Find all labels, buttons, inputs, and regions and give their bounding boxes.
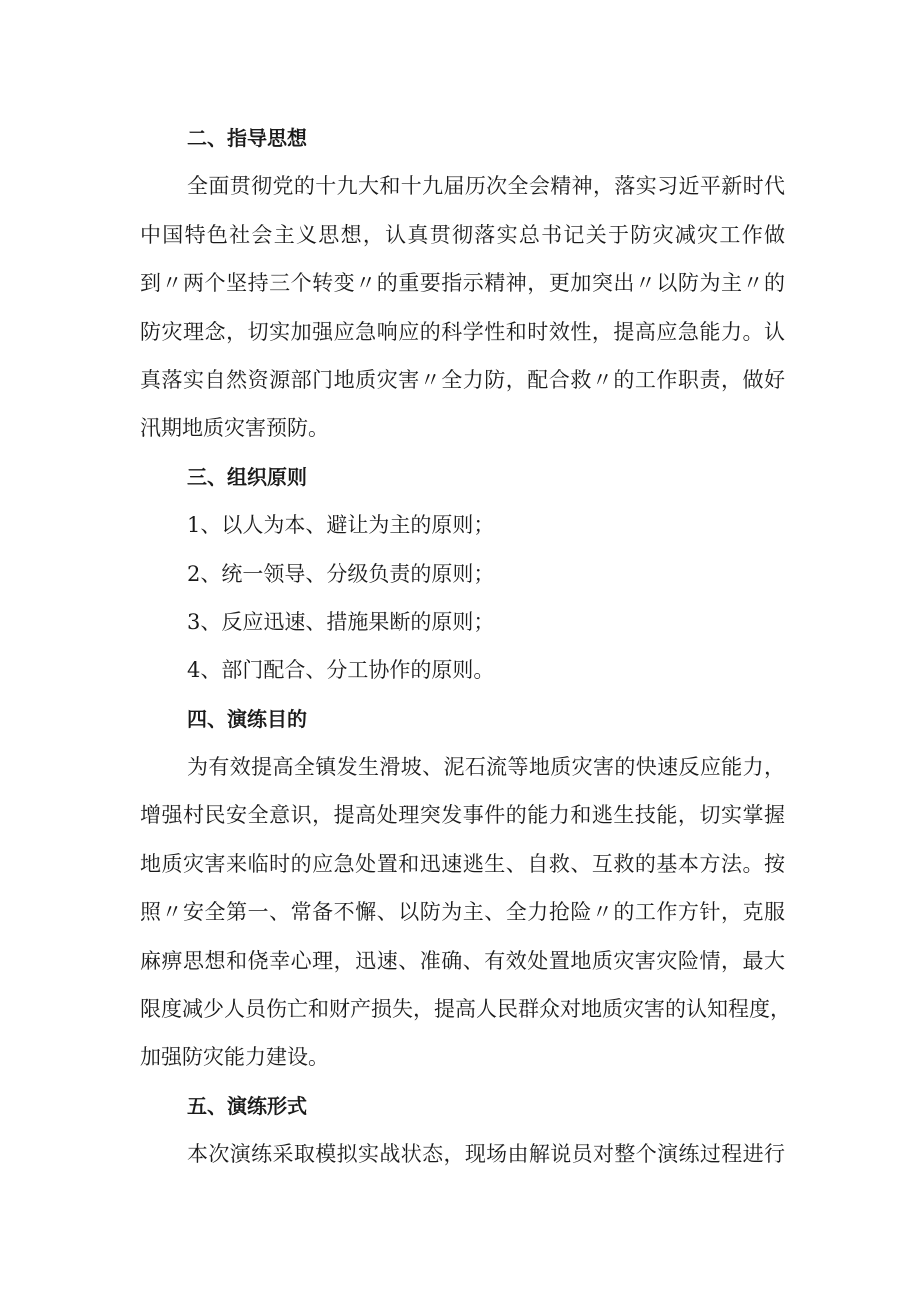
section-heading-guiding-ideology: 二、指导思想	[187, 126, 307, 150]
list-item: 1、以人为本、避让为主的原则；	[187, 513, 495, 538]
paragraph-line: 到〃两个坚持三个转变〃的重要指示精神，更加突出〃以防为主〃的	[140, 271, 785, 296]
section-heading-organizing-principles: 三、组织原则	[187, 464, 307, 489]
paragraph-line: 中国特色社会主义思想，认真贯彻落实总书记关于防灾减灾工作做	[140, 222, 785, 247]
paragraph-line: 防灾理念，切实加强应急响应的科学性和时效性，提高应急能力。认	[140, 319, 785, 344]
paragraph-line: 汛期地质灾害预防。	[140, 416, 329, 441]
list-item: 2、统一领导、分级负责的原则；	[187, 561, 495, 586]
list-item: 4、部门配合、分工协作的原则。	[187, 658, 495, 683]
paragraph-line: 加强防灾能力建设。	[140, 1045, 329, 1070]
section-heading-drill-purpose: 四、演练目的	[187, 706, 307, 731]
paragraph-line: 照〃安全第一、常备不懈、以防为主、全力抢险〃的工作方针，克服	[140, 900, 785, 925]
paragraph-line: 本次演练采取模拟实战状态，现场由解说员对整个演练过程进行	[187, 1142, 785, 1167]
paragraph-line: 限度减少人员伤亡和财产损失，提高人民群众对地质灾害的认知程度，	[140, 997, 791, 1022]
paragraph-line: 麻痹思想和侥幸心理，迅速、准确、有效处置地质灾害灾险情，最大	[140, 948, 785, 973]
paragraph-line: 真落实自然资源部门地质灾害〃全力防，配合救〃的工作职责，做好	[140, 367, 785, 392]
paragraph-line: 全面贯彻党的十九大和十九届历次全会精神，落实习近平新时代	[187, 174, 785, 199]
section-heading-drill-format: 五、演练形式	[187, 1093, 307, 1118]
list-item: 3、反应迅速、措施果断的原则；	[187, 609, 495, 634]
paragraph-line: 地质灾害来临时的应急处置和迅速逃生、自救、互救的基本方法。按	[140, 851, 785, 876]
paragraph-line: 为有效提高全镇发生滑坡、泥石流等地质灾害的快速反应能力，	[187, 755, 785, 780]
document-page	[140, 114, 791, 1179]
paragraph-line: 增强村民安全意识，提高处理突发事件的能力和逃生技能，切实掌握	[140, 803, 785, 828]
